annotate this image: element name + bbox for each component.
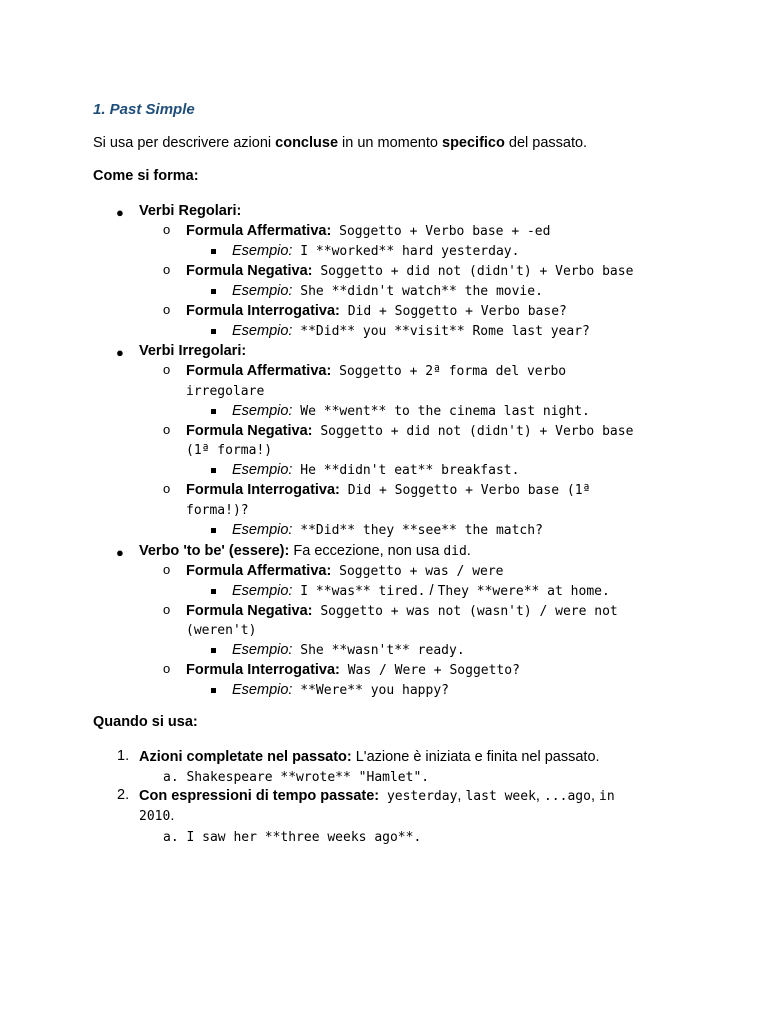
section-title: 1. Past Simple bbox=[93, 101, 195, 118]
use-2 bbox=[139, 787, 615, 806]
use-separator: . bbox=[170, 808, 175, 824]
bullet-circle: o bbox=[163, 562, 171, 577]
intro-bold: concluse bbox=[275, 135, 339, 151]
example-label: Esempio: bbox=[232, 462, 293, 478]
use-1 bbox=[139, 748, 600, 767]
formula-text: Was / Were + Soggetto? bbox=[339, 663, 520, 678]
formula-label: Formula Negativa: bbox=[186, 263, 313, 279]
use-code: 2010 bbox=[139, 809, 171, 824]
when-heading: Quando si usa: bbox=[93, 714, 198, 730]
tobe-neg-cont: (weren't) bbox=[186, 623, 257, 638]
irregular-label: Verbi Irregolari: bbox=[139, 343, 247, 359]
use-text: L'azione è iniziata e finita nel passato. bbox=[351, 749, 600, 765]
tobe-aff-example bbox=[232, 582, 610, 601]
use-code: yesterday bbox=[379, 789, 458, 804]
example-text: **Were** you happy? bbox=[292, 683, 449, 698]
regular-label: Verbi Regolari: bbox=[139, 203, 242, 219]
example-text: She **didn't watch** the movie. bbox=[292, 284, 543, 299]
formula-label: Formula Affermativa: bbox=[186, 563, 332, 579]
irregular-int bbox=[186, 481, 590, 500]
bullet-circle: o bbox=[163, 302, 171, 317]
bullet-circle: o bbox=[163, 262, 171, 277]
bullet-disc: ● bbox=[116, 345, 124, 360]
how-heading: Come si forma: bbox=[93, 168, 199, 184]
bullet-disc: ● bbox=[116, 205, 124, 220]
formula-text: Did + Soggetto + Verbo base? bbox=[339, 304, 567, 319]
example-text: I **worked** hard yesterday. bbox=[292, 244, 520, 259]
intro-text: in un momento bbox=[338, 135, 442, 151]
irregular-neg-cont: (1ª forma!) bbox=[186, 443, 273, 458]
formula-label: Formula Negativa: bbox=[186, 423, 313, 439]
use-1-example: a. Shakespeare **wrote** "Hamlet". bbox=[163, 770, 430, 785]
formula-text: Soggetto + was not (wasn't) / were not bbox=[312, 604, 618, 619]
example-label: Esempio: bbox=[232, 642, 293, 658]
example-label: Esempio: bbox=[232, 682, 293, 698]
tobe-neg bbox=[186, 602, 618, 621]
formula-text: Did + Soggetto + Verbo base (1ª bbox=[339, 483, 591, 498]
bullet-circle: o bbox=[163, 661, 171, 676]
regular-neg-example bbox=[232, 282, 543, 301]
regular-neg bbox=[186, 262, 633, 281]
use-label: Azioni completate nel passato: bbox=[139, 749, 352, 765]
example-label: Esempio: bbox=[232, 323, 293, 339]
irregular-int-cont: forma!)? bbox=[186, 503, 249, 518]
bullet-circle: o bbox=[163, 422, 171, 437]
list-number: 2. bbox=[117, 787, 130, 803]
irregular-neg bbox=[186, 422, 633, 441]
regular-aff bbox=[186, 222, 550, 241]
use-code: ...ago bbox=[543, 789, 591, 804]
example-label: Esempio: bbox=[232, 522, 293, 538]
example-label: Esempio: bbox=[232, 283, 293, 299]
example-text: They **were** at home. bbox=[437, 584, 610, 599]
bullet-square bbox=[211, 409, 216, 414]
formula-label: Formula Affermativa: bbox=[186, 223, 332, 239]
formula-text: Soggetto + did not (didn't) + Verbo base bbox=[312, 424, 634, 439]
formula-text: Soggetto + Verbo base + -ed bbox=[331, 224, 551, 239]
formula-label: Formula Interrogativa: bbox=[186, 482, 340, 498]
use-separator: , bbox=[535, 788, 544, 804]
example-text: He **didn't eat** breakfast. bbox=[292, 463, 520, 478]
use-2-example: a. I saw her **three weeks ago**. bbox=[163, 830, 422, 845]
bullet-square bbox=[211, 249, 216, 254]
intro-text: Si usa per descrivere azioni bbox=[93, 135, 276, 151]
intro-text: del passato. bbox=[504, 135, 588, 151]
example-text: She **wasn't** ready. bbox=[292, 643, 465, 658]
bullet-circle: o bbox=[163, 481, 171, 496]
bullet-circle: o bbox=[163, 602, 171, 617]
tobe-int bbox=[186, 661, 520, 680]
use-code: last week bbox=[465, 789, 536, 804]
formula-label: Formula Interrogativa: bbox=[186, 662, 340, 678]
use-2-cont bbox=[139, 807, 174, 826]
tobe-label-line bbox=[139, 542, 471, 561]
irregular-aff bbox=[186, 362, 566, 381]
bullet-square bbox=[211, 528, 216, 533]
formula-label: Formula Interrogativa: bbox=[186, 303, 340, 319]
formula-label: Formula Affermativa: bbox=[186, 363, 332, 379]
use-separator: , bbox=[590, 788, 600, 804]
bullet-square bbox=[211, 688, 216, 693]
bullet-circle: o bbox=[163, 362, 171, 377]
bullet-square bbox=[211, 648, 216, 653]
tobe-note-end: . bbox=[466, 543, 471, 559]
formula-label: Formula Negativa: bbox=[186, 603, 313, 619]
tobe-aff bbox=[186, 562, 504, 581]
intro-bold: specifico bbox=[442, 135, 505, 151]
bullet-disc: ● bbox=[116, 545, 124, 560]
example-text: We **went** to the cinema last night. bbox=[292, 404, 590, 419]
irregular-aff-cont: irregolare bbox=[186, 384, 265, 399]
intro-paragraph bbox=[93, 135, 587, 151]
use-separator: , bbox=[457, 788, 466, 804]
formula-text: Soggetto + 2ª forma del verbo bbox=[331, 364, 567, 379]
irregular-neg-example bbox=[232, 461, 519, 480]
tobe-int-example bbox=[232, 681, 449, 700]
example-label: Esempio: bbox=[232, 583, 293, 599]
bullet-square bbox=[211, 289, 216, 294]
example-text: **Did** they **see** the match? bbox=[292, 523, 543, 538]
example-text: **Did** you **visit** Rome last year? bbox=[292, 324, 590, 339]
regular-int bbox=[186, 302, 567, 321]
formula-text: Soggetto + did not (didn't) + Verbo base bbox=[312, 264, 634, 279]
example-separator: / bbox=[425, 583, 438, 599]
irregular-int-example bbox=[232, 521, 543, 540]
regular-aff-example bbox=[232, 242, 519, 261]
irregular-aff-example bbox=[232, 402, 590, 421]
example-label: Esempio: bbox=[232, 403, 293, 419]
tobe-neg-example bbox=[232, 641, 465, 660]
bullet-circle: o bbox=[163, 222, 171, 237]
bullet-square bbox=[211, 468, 216, 473]
tobe-label: Verbo 'to be' (essere): bbox=[139, 543, 290, 559]
regular-int-example bbox=[232, 322, 590, 341]
tobe-note-code: did bbox=[443, 544, 467, 559]
use-label: Con espressioni di tempo passate: bbox=[139, 788, 380, 804]
example-label: Esempio: bbox=[232, 243, 293, 259]
use-code: in bbox=[599, 789, 615, 804]
list-number: 1. bbox=[117, 748, 130, 764]
bullet-square bbox=[211, 329, 216, 334]
tobe-note: Fa eccezione, non usa bbox=[289, 543, 444, 559]
bullet-square bbox=[211, 589, 216, 594]
example-text: I **was** tired. bbox=[292, 584, 426, 599]
formula-text: Soggetto + was / were bbox=[331, 564, 504, 579]
